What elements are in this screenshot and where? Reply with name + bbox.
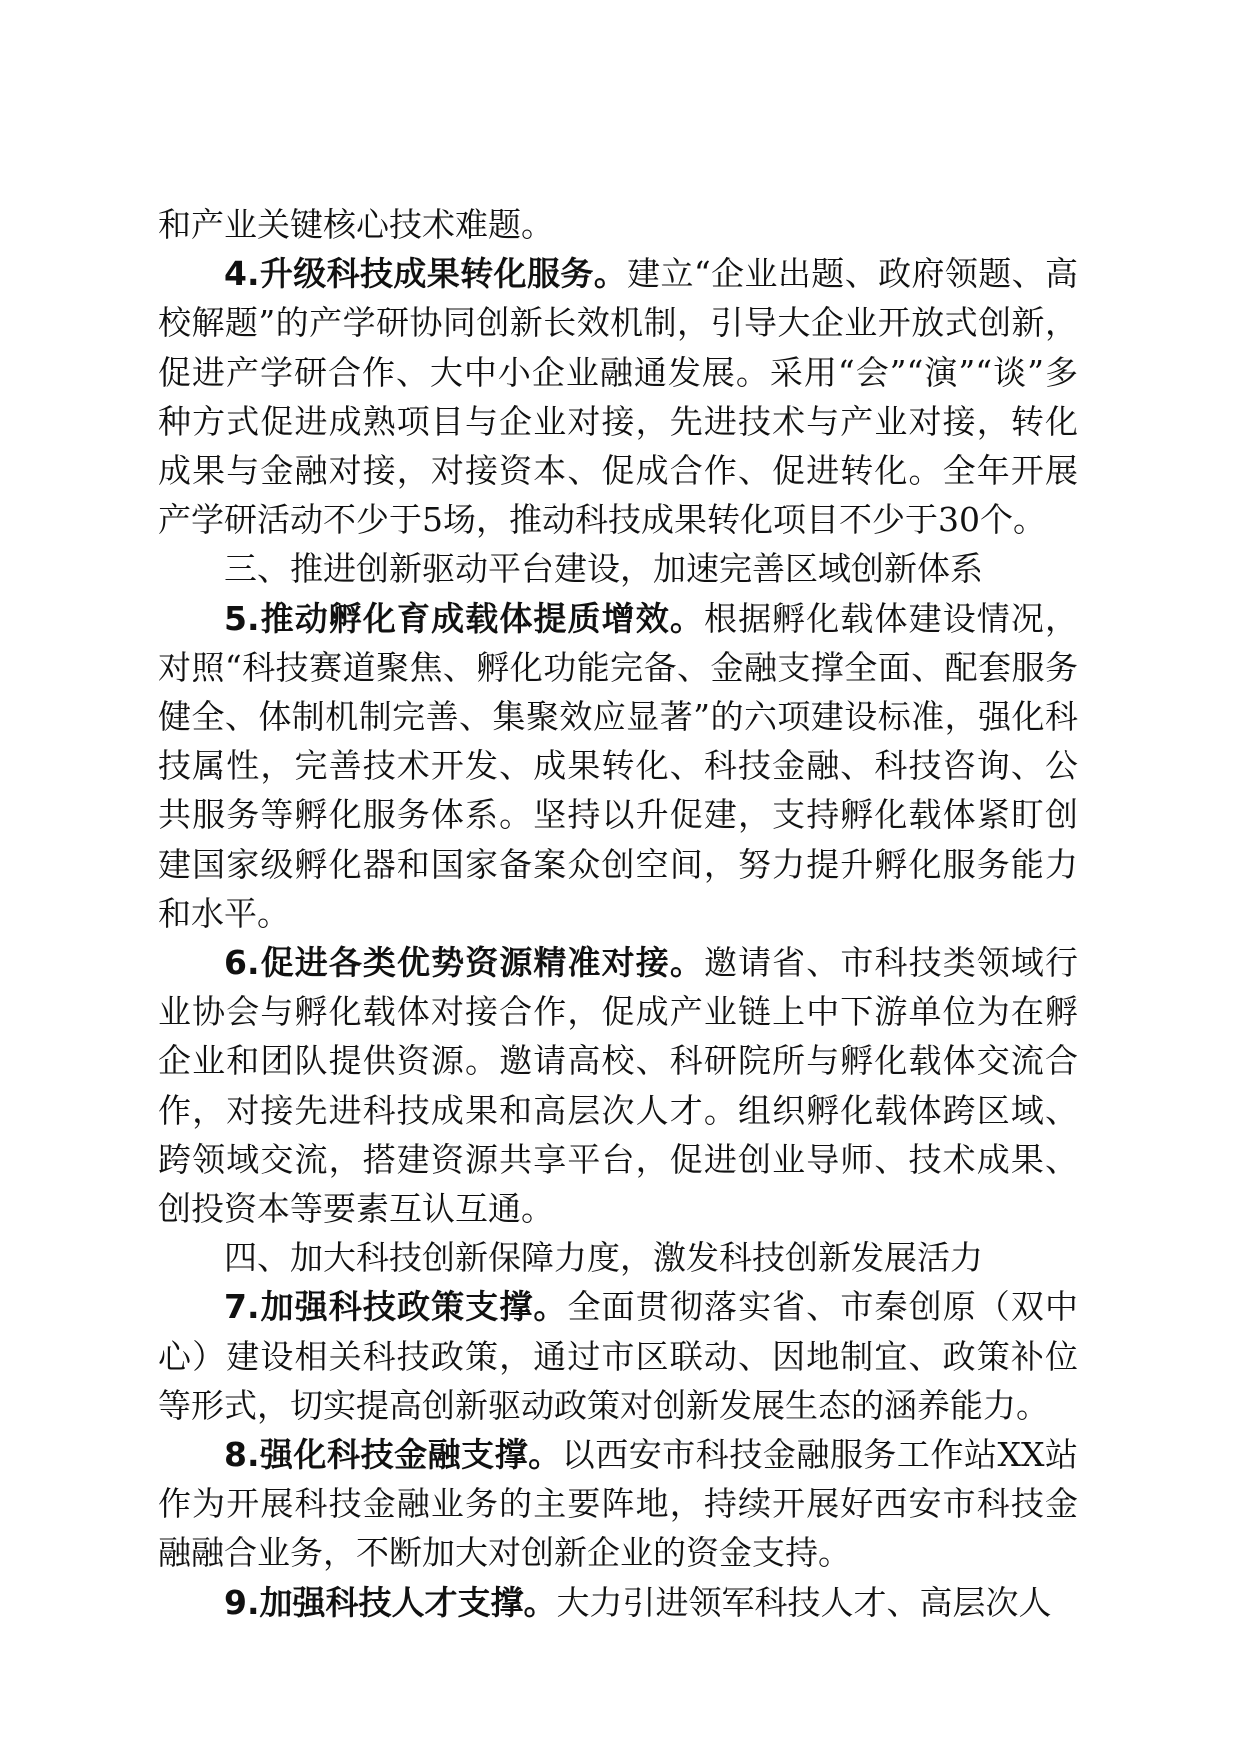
item-6-paragraph [158, 938, 1078, 1233]
item-4-lead: 4.升级科技成果转化服务。 [224, 254, 628, 294]
item-5-lead: 5.推动孵化育成载体提质增效。 [224, 598, 704, 638]
item-8-lead: 8.强化科技金融支撑。 [224, 1435, 562, 1475]
item-8-body: 以西安市科技金融服务工作站XX站作为开展科技金融业务的主要阵地，持续开展好西安市科技金融融合业务，不断加大对创新企业的资金支持。 [158, 1435, 1078, 1573]
section-4-heading [158, 1233, 1078, 1282]
item-4-body: 建立“企业出题、政府领题、高校解题”的产学研协同创新长效机制，引导大企业开放式创新，促进产学研合作、大中小企业融通发展。采用“会”“演”“谈”多种方式促进成熟项目与企业对接，先进技术与产业对接，转化成果与金融对接，对接资本、促成合作、促进转化。全年开展产学研活动不少于5场，推动科技成果转化项目不少于30个。 [158, 254, 1079, 540]
item-6-lead: 6.促进各类优势资源精准对接。 [224, 943, 704, 983]
item-4-paragraph [158, 249, 1078, 544]
section-3-heading-text: 三、推进创新驱动平台建设，加速完善区域创新体系 [224, 549, 983, 589]
item-5-body: 根据孵化载体建设情况，对照“科技赛道聚焦、孵化功能完备、金融支撑全面、配套服务健全、体制机制完善、集聚效应显著”的六项建设标准，强化科技属性，完善技术开发、成果转化、科技金融、科技咨询、公共服务等孵化服务体系。坚持以升促建，支持孵化载体紧盯创建国家级孵化器和国家备案众创空间，努力提升孵化服务能力和水平。 [158, 598, 1079, 933]
item-7-paragraph [158, 1282, 1078, 1430]
item-7-lead: 7.加强科技政策支撑。 [224, 1287, 568, 1327]
item-9-paragraph [158, 1578, 1078, 1627]
continuation-paragraph [158, 200, 1078, 249]
item-6-body: 邀请省、市科技类领域行业协会与孵化载体对接合作，促成产业链上中下游单位为在孵企业和团队提供资源。邀请高校、科研院所与孵化载体交流合作，对接先进科技成果和高层次人才。组织孵化载体跨区域、跨领域交流，搭建资源共享平台，促进创业导师、技术成果、创投资本等要素互认互通。 [158, 943, 1079, 1229]
section-4-heading-text: 四、加大科技创新保障力度，激发科技创新发展活力 [224, 1238, 983, 1278]
item-8-paragraph [158, 1430, 1078, 1578]
section-3-heading [158, 544, 1078, 593]
item-7-body: 全面贯彻落实省、市秦创原（双中心）建设相关科技政策，通过市区联动、因地制宜、政策补位等形式，切实提高创新驱动政策对创新发展生态的涵养能力。 [158, 1287, 1079, 1425]
document-body [158, 200, 1078, 1627]
item-9-body: 大力引进领军科技人才、高层次人 [556, 1582, 1052, 1622]
item-5-paragraph [158, 594, 1078, 938]
item-9-lead: 9.加强科技人才支撑。 [224, 1582, 557, 1622]
continuation-text: 和产业关键核心技术难题。 [158, 205, 554, 244]
